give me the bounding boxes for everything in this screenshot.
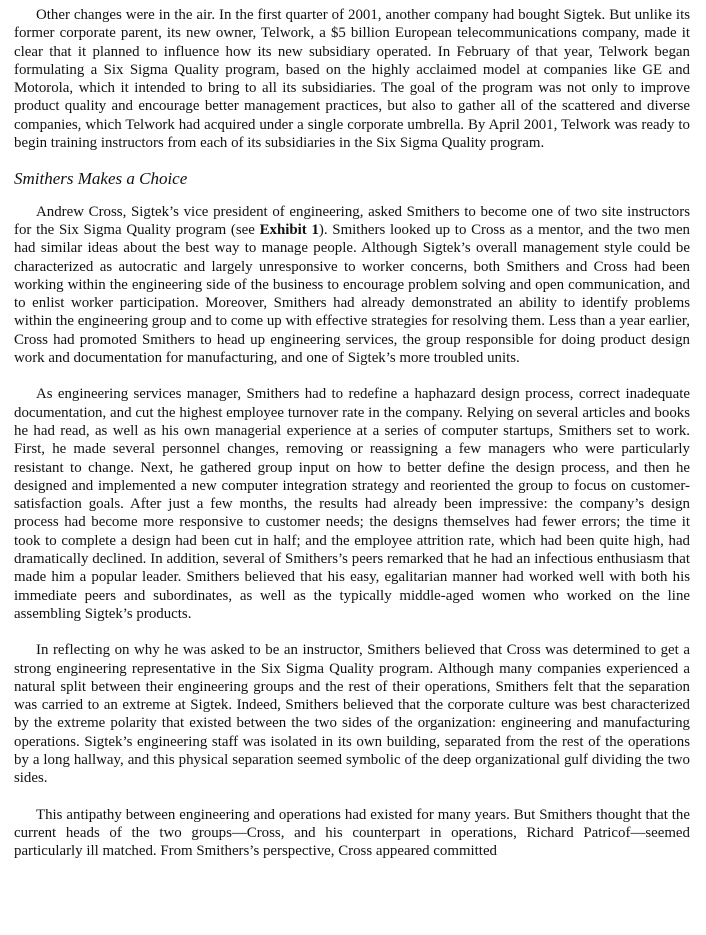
paragraph-text: ). Smithers looked up to Cross as a mentor, and the two men had similar ideas about the best way to manage people. Although Sigtek’s overall management style could be characterized as autocratic and largely unresponsive to worker concerns, both Smithers and Cross had been working within the engineering side of the business to encourage problem solving and open communication, and to enlist worker participation. Moreover, Smithers had already demonstrated an ability to identify problems within the engineering group and to come up with effective strategies for resolving them. Less than a year earlier, Cross had promoted Smithers to head up engineering services, the group responsible for doing product design work and documentation for manufacturing, and one of Sigtek’s more troubled units. [14, 221, 691, 367]
paragraph-antipathy: This antipathy between engineering and operations had existed for many years. But Smithers thought that the current heads of the two groups—Cross, and his counterpart in operations, Richard Patricof—seemed particularly ill matched. From Smithers’s perspective, Cross appeared committed [14, 806, 690, 860]
document-page [14, 6, 690, 860]
section-heading: Smithers Makes a Choice [14, 169, 188, 189]
paragraph-engineering-services: As engineering services manager, Smithers had to redefine a haphazard design process, correct inadequate documentation, and cut the highest employee turnover rate in the company. Relying on several articles and books he had read, as well as his own managerial experience at a series of computer startups, Smithers set to work. First, he made several personnel changes, removing or reassigning a few managers who were particularly resistant to change. Next, he gathered group input on how to better define the design process, and then he designed and implemented a new computer integration strategy and reoriented the group to focus on customer-satisfaction goals. After just a few months, the results had already been impressive: the company’s design process had become more responsive to customer needs; the designs themselves had fewer errors; the time it took to complete a design had been cut in half; and the employee attrition rate, which had been quite high, had dramatically declined. In addition, several of Smithers’s peers remarked that he had an infectious enthusiasm that made him a popular leader. Smithers believed that his easy, egalitarian manner had worked well with both his immediate peers and subordinates, as well as the typically middle-aged women who worked on the line assembling Sigtek’s products. [14, 386, 690, 622]
exhibit-reference: Exhibit 1 [259, 221, 319, 238]
paragraph-telwork-acquisition: Other changes were in the air. In the first quarter of 2001, another company had bought Sigtek. But unlike its former corporate parent, its new owner, Telwork, a $5 billion European telecommunications company, made it clear that it planned to influence how its new subsidiary operated. In February of that year, Telwork began formulating a Six Sigma Quality program, based on the highly acclaimed model at companies like GE and Motorola, which it intended to bring to all its subsidiaries. The goal of the program was not only to improve product quality and encourage better management practices, but also to gather all of the scattered and diverse companies, which Telwork had acquired under a single corporate umbrella. By April 2001, Telwork was ready to begin training instructors from each of its subsidiaries in the Six Sigma Quality program. [14, 7, 690, 152]
paragraph-cross-asks-smithers [14, 203, 690, 368]
paragraph-reflection: In reflecting on why he was asked to be an instructor, Smithers believed that Cross was determined to get a strong engineering representative in the Six Sigma Quality program. Although many companies experienced a natural split between their engineering groups and the rest of their operations, Smithers felt that the separation was carried to an extreme at Sigtek. Indeed, Smithers believed that the corporate culture was best characterized by the extreme polarity that existed between the two sides of the organization: engineering and manufacturing operations. Sigtek’s engineering staff was isolated in its own building, separated from the rest of the operations by a long hallway, and this physical separation seemed symbolic of the deep organizational gulf dividing the two sides. [14, 642, 690, 787]
paragraph-text: Andrew Cross, Sigtek’s vice president of engineering, asked Smithers to become one of two site instructors for the Six Sigma Quality program (see [14, 203, 690, 238]
